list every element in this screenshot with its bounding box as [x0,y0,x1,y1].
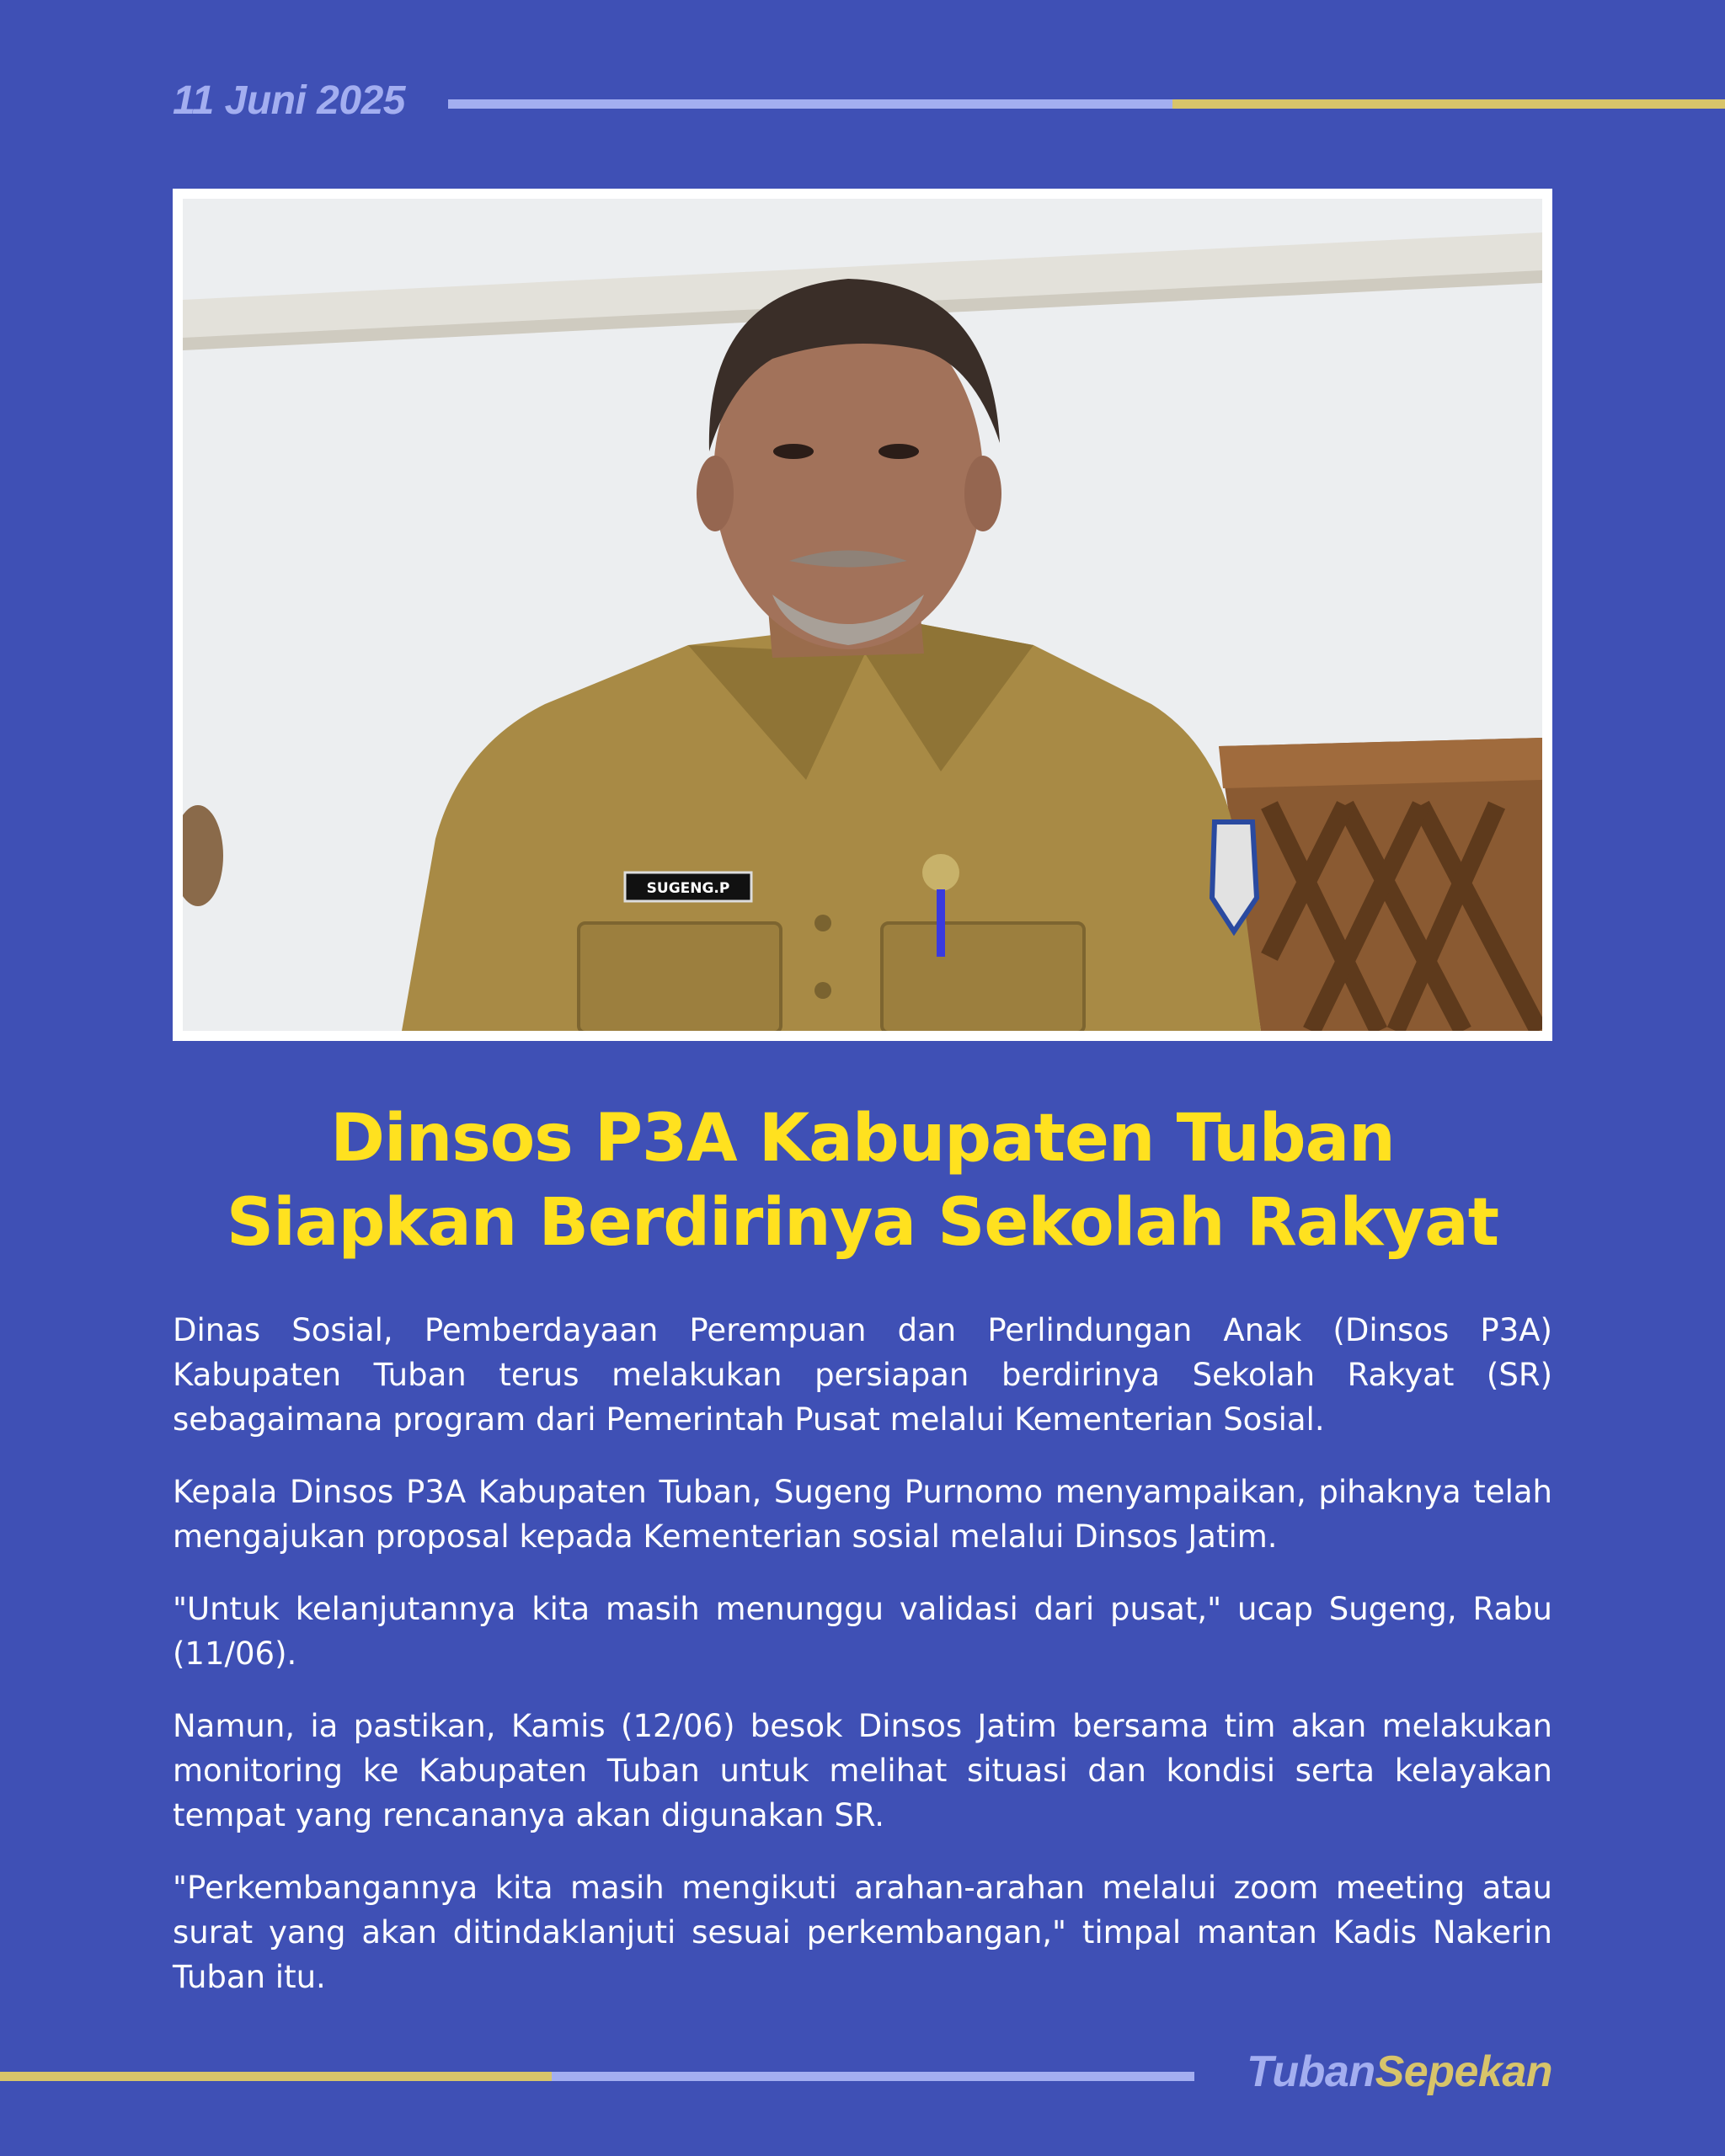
article-paragraph: Dinas Sosial, Pemberdayaan Perempuan dan Perlindungan Anak (Dinsos P3A) Kabupaten Tuban terus melakukan persiapan berdirinya Sekolah Rakyat (SR) sebagaimana program dari Pemerintah Pusat melalui Kementerian Sosial. [173,1312,1552,1438]
headline [126,1097,1599,1265]
brand-part-2: Sepekan [1375,2047,1552,2096]
news-photo [173,189,1552,1041]
header-divider-blue [448,99,1172,109]
article-paragraph: "Untuk kelanjutannya kita masih menunggu validasi dari pusat," ucap Sugeng, Rabu (11/06). [173,1591,1552,1672]
article-paragraph: Kepala Dinsos P3A Kabupaten Tuban, Sugeng Purnomo menyampaikan, pihaknya telah mengajukan proposal kepada Kementerian sosial melalui Dinsos Jatim. [173,1474,1552,1555]
article-body [173,1308,1552,2027]
footer-divider-blue [552,2072,1194,2081]
article-paragraph: Namun, ia pastikan, Kamis (12/06) besok Dinsos Jatim bersama tim akan melakukan monitoring ke Kabupaten Tuban untuk melihat situasi dan kondisi serta kelayakan tempat yang rencananya akan digunakan SR. [173,1708,1552,1833]
headline-line-1: Dinsos P3A Kabupaten Tuban [330,1101,1395,1177]
date-label: 11 Juni 2025 [173,78,405,123]
footer-divider-gold [0,2072,552,2081]
news-photo-image [183,199,1542,1031]
name-tag-text: SUGENG.P [646,880,730,897]
portrait-illustration [183,199,1542,1031]
header-divider-gold [1172,99,1725,109]
article-paragraph: "Perkembangannya kita masih mengikuti arahan-arahan melalui zoom meeting atau surat yang akan ditindaklanjuti sesuai perkembangan," timpal mantan Kadis Nakerin Tuban itu. [173,1870,1552,1995]
brand-logo [1247,2047,1552,2097]
brand-part-1: Tuban [1247,2047,1375,2096]
headline-line-2: Siapkan Berdirinya Sekolah Rakyat [226,1185,1499,1261]
